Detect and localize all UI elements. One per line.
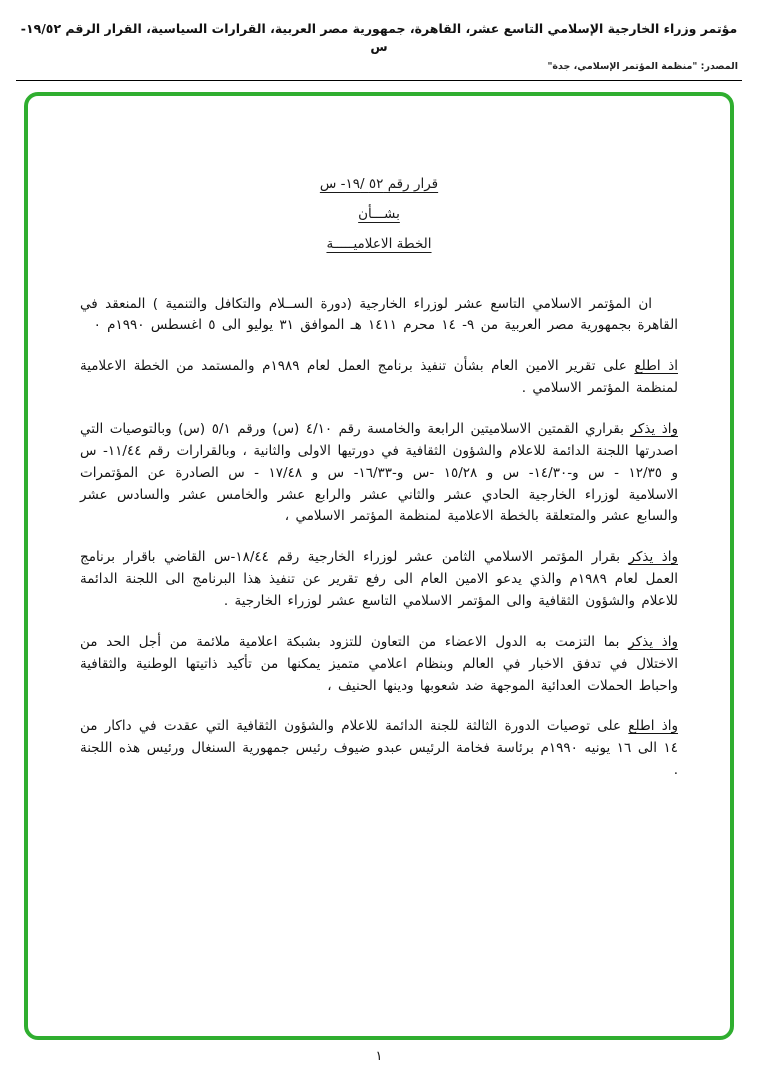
body-paragraph [80, 632, 678, 698]
paragraph-lead: واذ يذكر [628, 549, 678, 566]
body-paragraph [80, 419, 678, 528]
body-paragraph [80, 356, 678, 400]
paragraph-lead: اذ اطلع [634, 358, 678, 375]
paragraph-text: على توصيات الدورة الثالثة للجنة الدائمة للاعلام والشؤون الثقافية التي عقدت في داكار من ١٤ الى ١٦ يونيه ١٩٩٠م برئاسة فخامة الرئيس عبدو ضيوف رئيس جمهورية السنغال ورئيس هذه اللجنة . [80, 718, 678, 779]
resolution-number: قرار رقم ٥٢ /١٩- س [319, 176, 439, 192]
page-number: ١ [375, 1049, 383, 1064]
paragraph-text: ان المؤتمر الاسلامي التاسع عشر لوزراء الخارجية (دورة الســلام والتكافل والتنمية ) المنعقد في القاهرة بجمهورية مصر العربية من ٩- ١٤ محرم ١٤١١ هـ الموافق ٣١ يوليو الى ٥ اغسطس ١٩٩٠م ٠ [80, 295, 678, 334]
body-paragraph [80, 294, 678, 338]
header-divider [16, 80, 742, 81]
resolution-title-block [80, 174, 678, 264]
document-frame [24, 92, 734, 1040]
paragraph-lead: واذ يذكر [630, 420, 678, 437]
paragraph-text: بقرار المؤتمر الاسلامي الثامن عشر لوزراء الخارجية رقم ١٨/٤٤-س القاضي باقرار برنامج العمل لعام ١٩٨٩م والذي يدعو الامين العام الى رفع تقرير عن تنفيذ هذا البرنامج الى اللجنة الدائمة للاعلام والشؤون الثقافية والى المؤتمر الاسلامي التاسع عشر لوزراء الخارجية . [80, 549, 678, 609]
paragraph-lead: واذ اطلع [628, 718, 678, 735]
paragraph-text: بقراري القمتين الاسلاميتين الرابعة والخامسة رقم ٤/١٠ (س) ورقم ٥/١ (س) وبالتوصيات التي اصدرتها اللجنة الدائمة للاعلام والشؤون الثقافية في دورتيها الاولى والثانية ، وبالقرارات رقم ١١/٤٤- س و ١٢/٣٥ - س و-١٤/٣٠- س و ١٥/٢٨ -س و-١٦/٣٣- س و ١٧/٤٨ - س الصادرة عن المؤتمرات الاسلامية لوزراء الخارجية الحادي عشر والثاني عشر والرابع عشر والخامس عشر والسادس عشر والسابع عشر والمتعلقة بالخطة الاعلامية لمنظمة المؤتمر الاسلامي ، [80, 420, 679, 525]
document-header [0, 0, 758, 81]
paragraph-text: بما التزمت به الدول الاعضاء من التعاون للتزود بشبكة اعلامية ملائمة من أجل الحد من الاختلال في تدفق الاخبار في العالم وبنظام اعلامي متميز يمكنها من تأكيد ذاتيتها الوطنية والثقافية واحباط الحملات العدائية الموجهة ضد شعوبها ودينها الحنيف ، [80, 633, 678, 694]
paragraph-lead: واذ يذكر [628, 633, 679, 650]
body-paragraph [80, 547, 678, 613]
source-line: المصدر: "منظمة المؤتمر الإسلامي، جدة" [547, 61, 738, 72]
resolution-subject-label: بشـــأن [358, 205, 400, 222]
header-title: مؤتمر وزراء الخارجية الإسلامي التاسع عشر، القاهرة، جمهورية مصر العربية، القرارات السياسية، القرار الرقم ١٩/٥٢-س [20, 21, 738, 54]
resolution-subject: الخطة الاعلاميـــــة [326, 235, 432, 252]
paragraph-text: على تقرير الامين العام بشأن تنفيذ برنامج العمل لعام ١٩٨٩م والمستمد من الخطة الاعلامية لمنظمة المؤتمر الاسلامي . [80, 358, 678, 397]
body-paragraph [80, 716, 678, 782]
